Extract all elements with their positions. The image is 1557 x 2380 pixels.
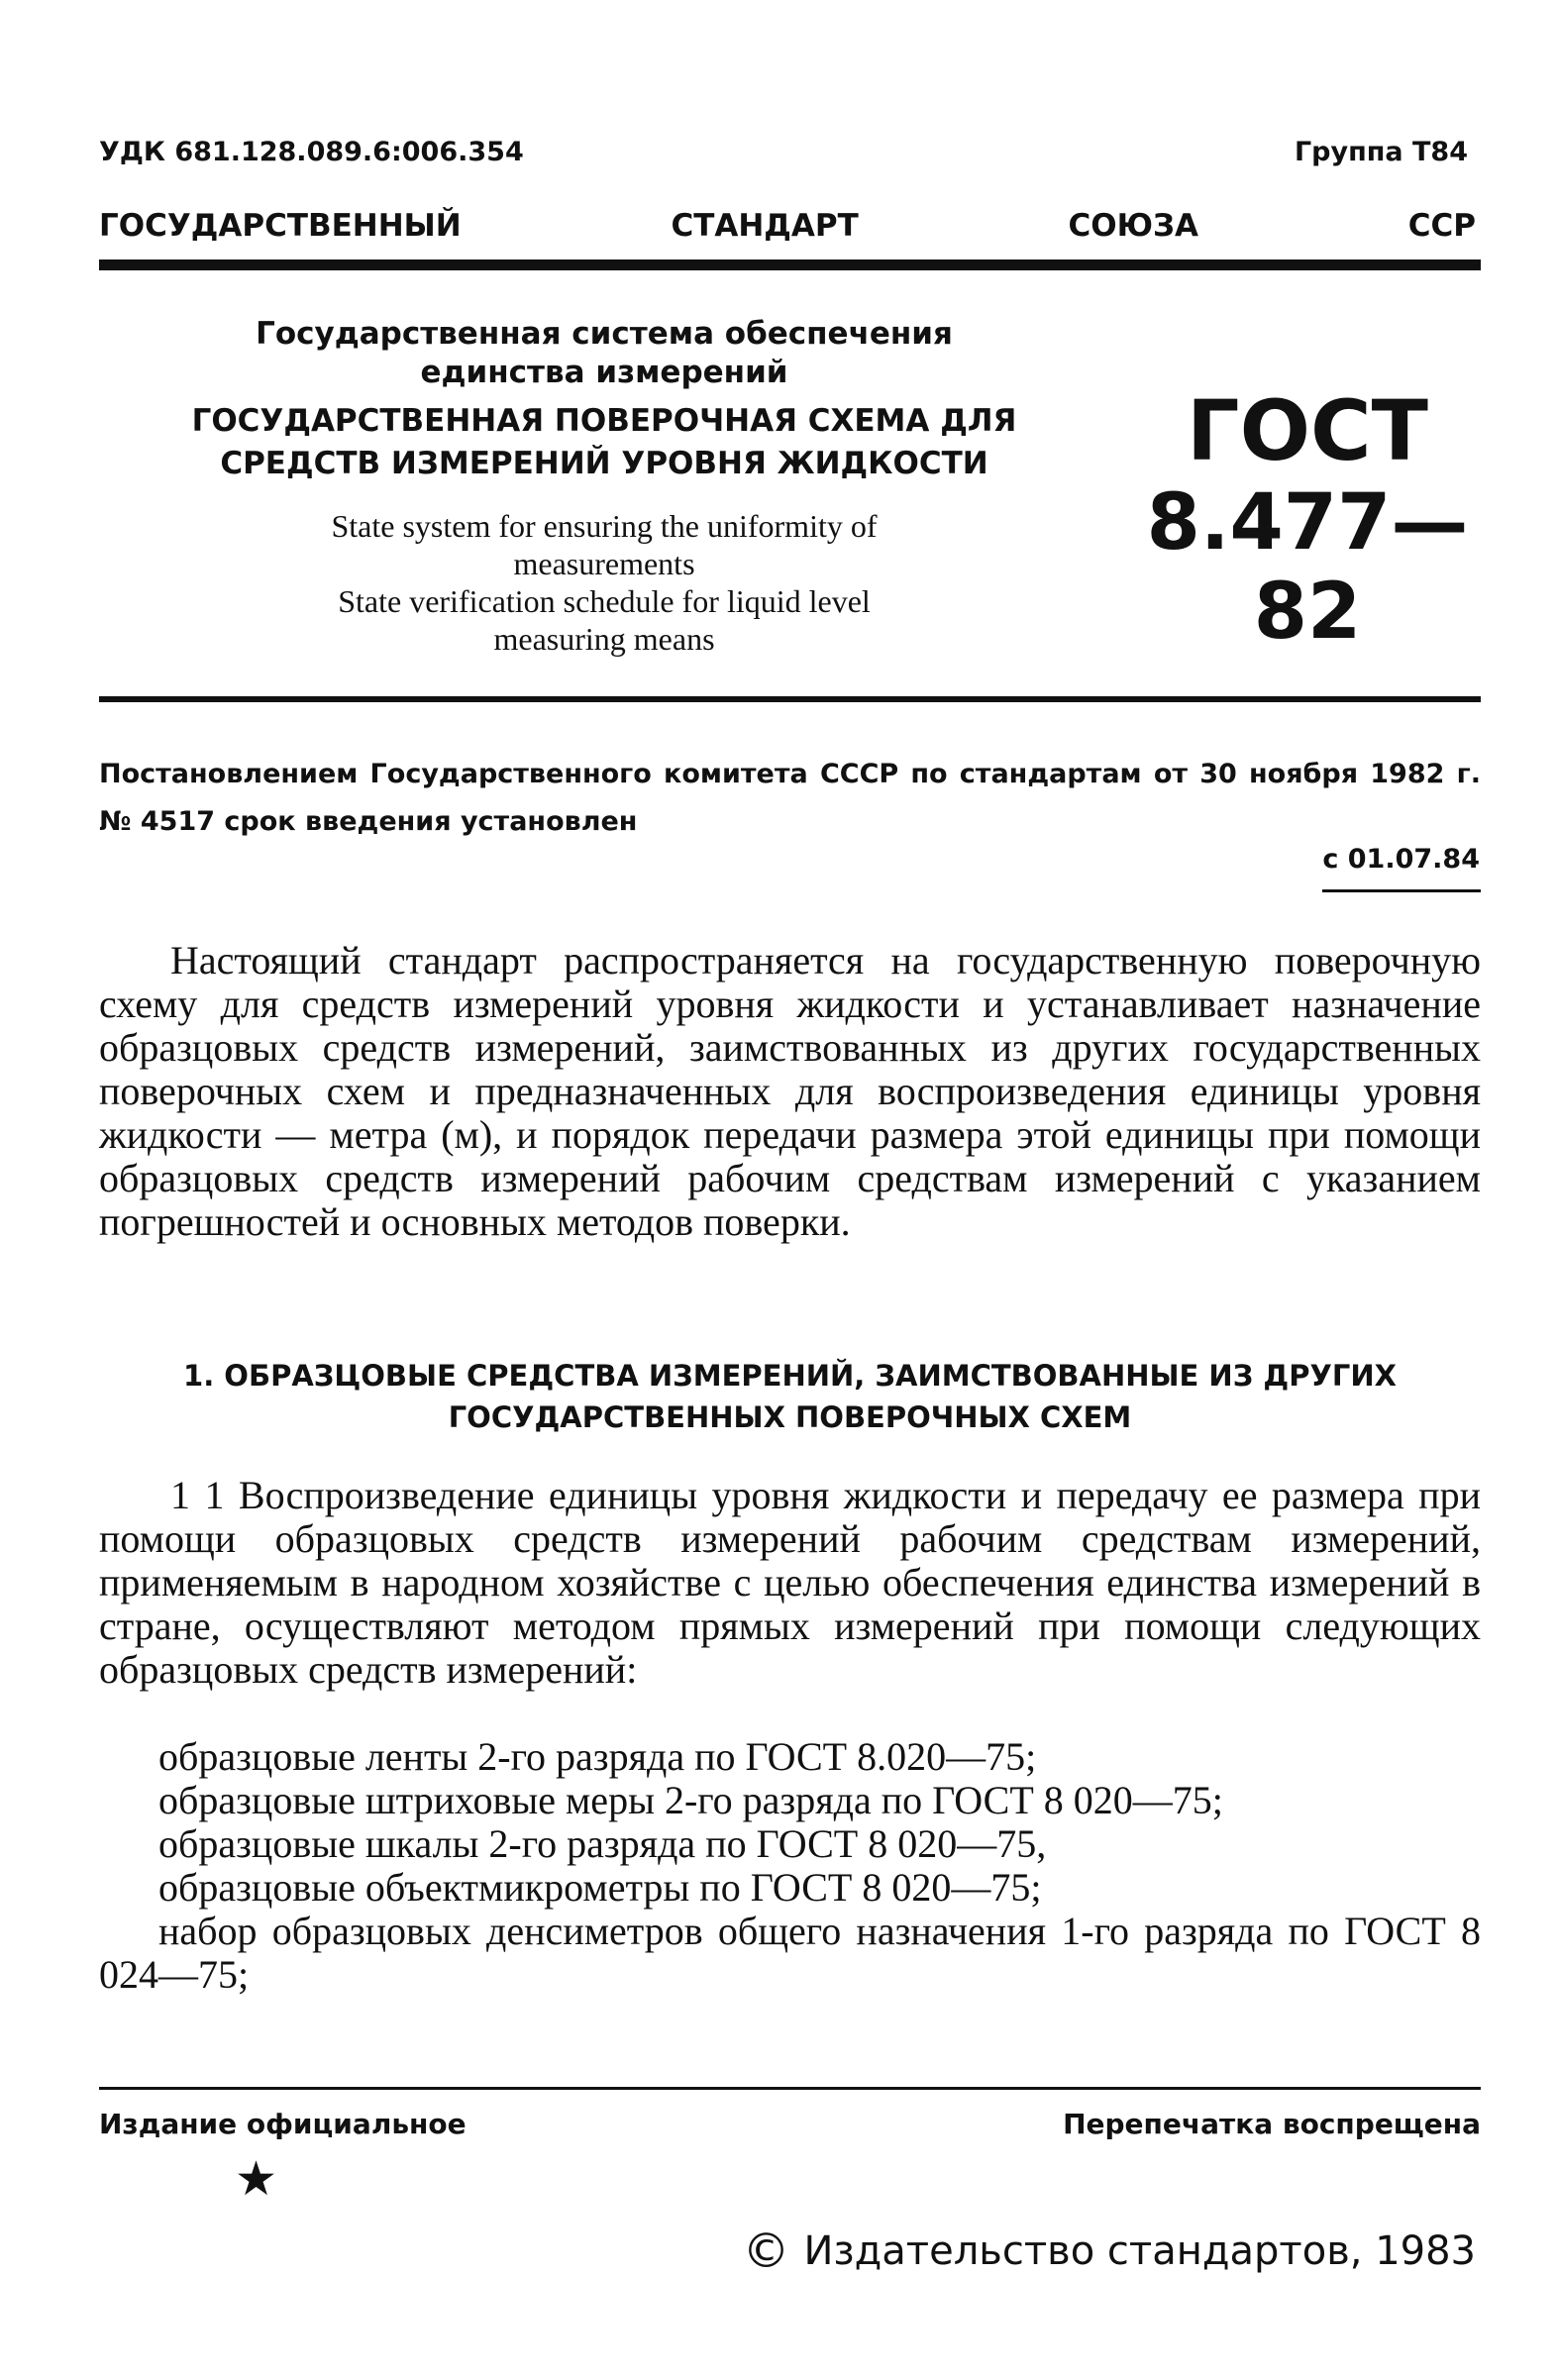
top-thick-rule	[99, 259, 1481, 270]
banner-word: ГОСУДАРСТВЕННЫЙ	[99, 208, 462, 244]
english-title-line: State verification schedule for liquid level	[338, 583, 871, 619]
english-title-line: State system for ensuring the uniformity of	[331, 508, 878, 544]
english-title-line: measurements	[513, 546, 695, 581]
copyright-icon: ©	[742, 2224, 790, 2279]
list-item: образцовые объектмикрометры по ГОСТ 8 020—75;	[158, 1865, 1042, 1910]
intro-paragraph: Настоящий стандарт распространяется на государственную поверочную схему для средств измерений уровня жидкости и устанавливает назначение образцовых средств измерений, заимствованных из других государственных поверочных схем и предназначенных для воспроизведения единицы уровня жидкости — метра (м), и порядок передачи размера этой единицы при помощи образцовых средств измерений рабочим средствам измерений с указанием погрешностей и основных методов поверки.	[99, 938, 1481, 1244]
edition-label: Издание официальное	[99, 2108, 467, 2140]
copyright-line	[742, 2224, 1476, 2279]
system-title: Государственная система обеспечения единства измерений	[256, 316, 953, 390]
list-item: набор образцовых денсиметров общего назначения 1-го разряда по ГОСТ 8 024—75;	[99, 1909, 1481, 1997]
list-item: образцовые ленты 2-го разряда по ГОСТ 8.020—75;	[158, 1734, 1037, 1779]
publisher-text: Издательство стандартов, 1983	[803, 2228, 1476, 2274]
group-code: Группа Т84	[1294, 137, 1468, 167]
effective-date-underline	[1322, 889, 1481, 892]
list-item: образцовые шкалы 2-го разряда по ГОСТ 8 020—75,	[158, 1821, 1047, 1866]
english-title-line: measuring means	[493, 621, 715, 657]
section-heading: 1. ОБРАЗЦОВЫЕ СРЕДСТВА ИЗМЕРЕНИЙ, ЗАИМСТВОВАННЫЕ ИЗ ДРУГИХ ГОСУДАРСТВЕННЫХ ПОВЕРОЧНЫХ СХЕМ	[183, 1359, 1397, 1434]
udk-code: УДК 681.128.089.6:006.354	[99, 137, 524, 167]
paragraph-1-1: 1 1 Воспроизведение единицы уровня жидкости и передачу ее размера при помощи образцовых средств измерений рабочим средствам измерений, применяемым в народном хозяйстве с целью обеспечения единства измерений в стране, осуществляют методом прямых измерений при помощи следующих образцовых средств измерений:	[99, 1473, 1481, 1692]
schedule-title	[168, 400, 1040, 485]
effective-date: с 01.07.84	[1322, 844, 1480, 875]
star-icon: ★	[235, 2151, 278, 2207]
footer-rule	[99, 2087, 1481, 2090]
banner-word: СОЮЗА	[1068, 208, 1199, 244]
gost-label: ГОСТ	[1187, 382, 1428, 479]
schedule-title-line: СРЕДСТВ ИЗМЕРЕНИЙ УРОВНЯ ЖИДКОСТИ	[220, 446, 988, 481]
banner-word: ССР	[1407, 208, 1476, 244]
state-standard-banner	[99, 208, 1476, 244]
decree-text: Постановлением Государственного комитета СССР по стандартам от 30 ноября 1982 г. № 4517 срок введения установлен	[99, 759, 1481, 837]
list-item: образцовые штриховые меры 2-го разряда по ГОСТ 8 020—75;	[158, 1778, 1223, 1822]
reference-list	[99, 1735, 1481, 1997]
gost-number: 8.477—82	[1146, 478, 1469, 657]
title-separator-rule	[99, 696, 1481, 702]
schedule-title-line: ГОСУДАРСТВЕННАЯ ПОВЕРОЧНАЯ СХЕМА ДЛЯ	[191, 403, 1017, 439]
banner-word: СТАНДАРТ	[671, 208, 859, 244]
no-reprint-label: Перепечатка воспрещена	[1063, 2108, 1481, 2140]
english-title	[168, 507, 1040, 658]
